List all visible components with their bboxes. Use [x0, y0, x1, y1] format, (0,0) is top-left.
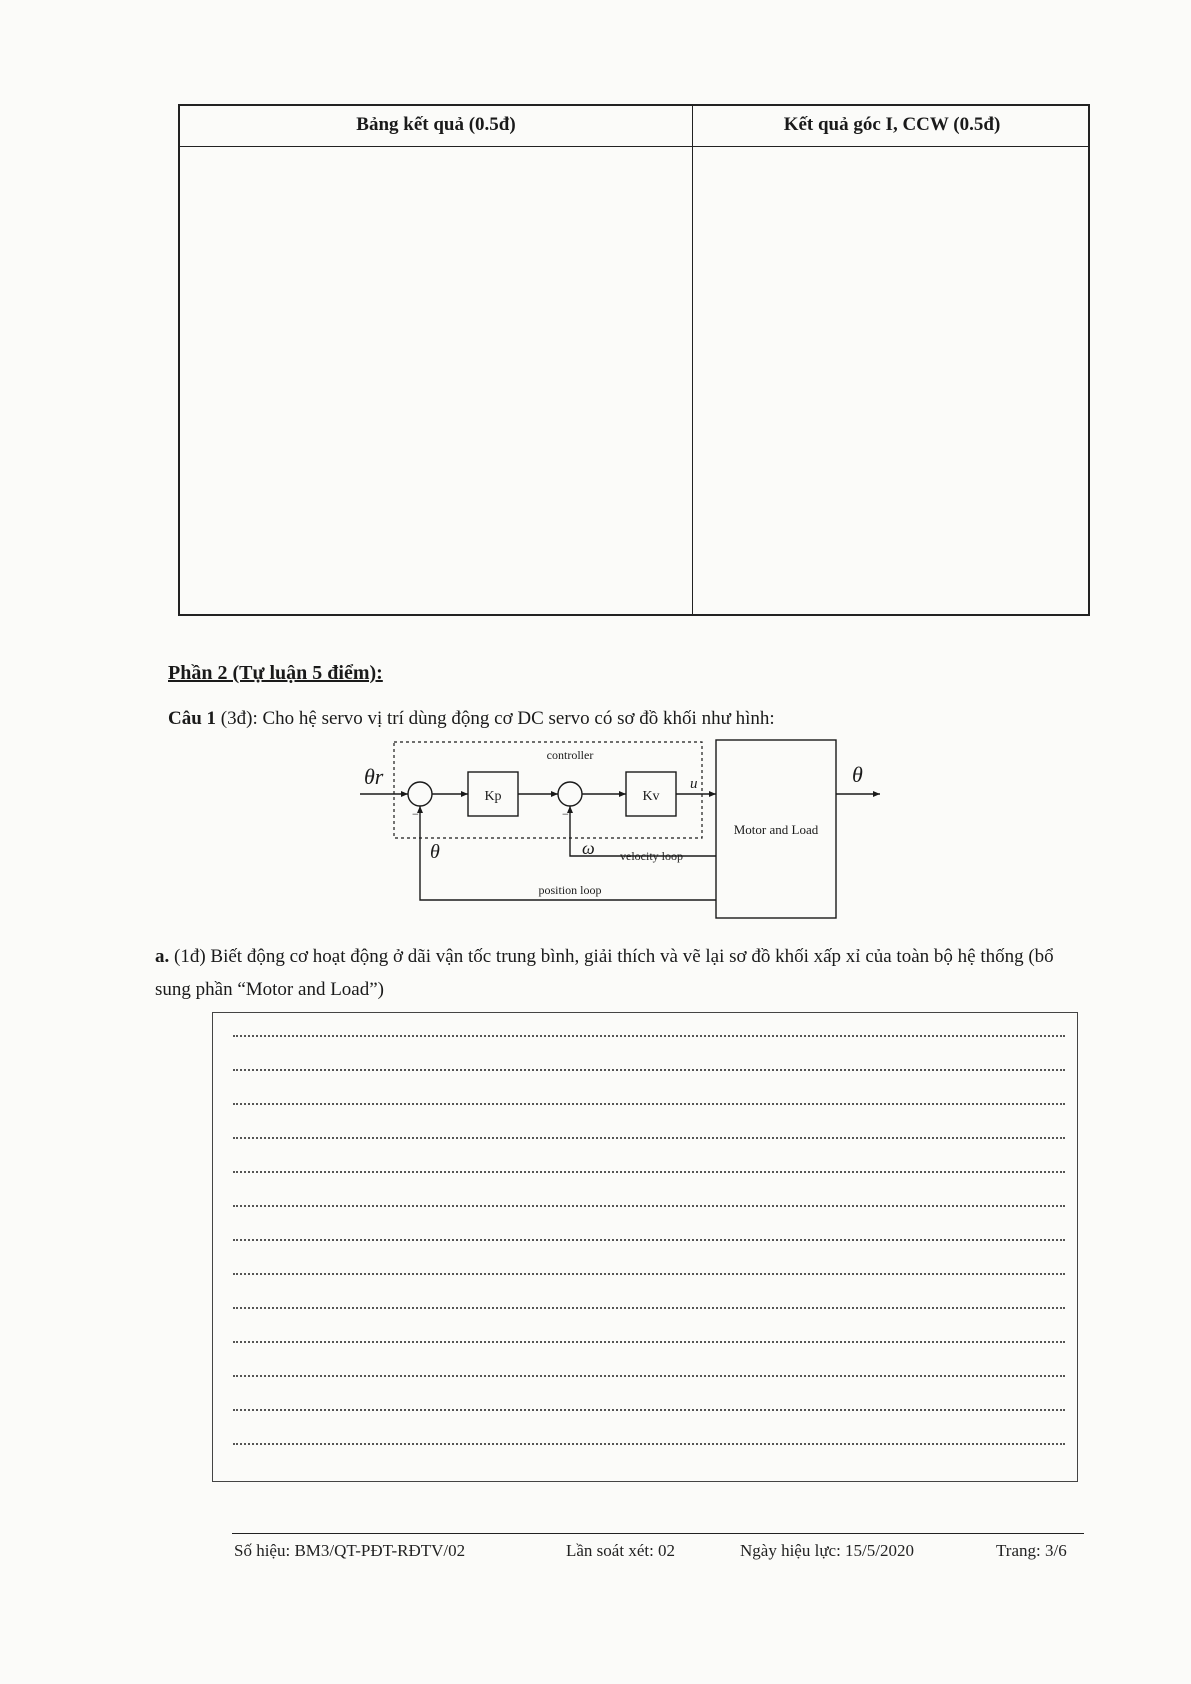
footer-code: Số hiệu: BM3/QT-PĐT-RĐTV/02	[234, 1541, 466, 1560]
block-diagram-svg	[350, 734, 890, 924]
result-table-left-header: Bảng kết quả (0.5đ)	[356, 114, 516, 135]
block-diagram	[350, 734, 890, 929]
answer-line	[233, 1205, 1065, 1207]
answer-line	[233, 1069, 1065, 1071]
motor-and-load-label: Motor and Load	[733, 822, 819, 837]
summing-junction-2	[558, 782, 582, 806]
footer-rule	[232, 1533, 1084, 1534]
answer-line	[233, 1035, 1065, 1037]
answer-line	[233, 1409, 1065, 1411]
kp-label: Kp	[484, 789, 502, 804]
answer-line	[233, 1137, 1065, 1139]
sum1-minus-sign: −	[412, 807, 419, 821]
answer-line	[233, 1443, 1065, 1445]
answer-line	[233, 1273, 1065, 1275]
result-table-column-divider	[692, 106, 693, 614]
theta-output-label: θ	[852, 762, 863, 787]
position-loop-label: position loop	[538, 883, 602, 897]
footer-page-number: Trang: 3/6	[996, 1541, 1067, 1560]
answer-box[interactable]	[212, 1012, 1078, 1482]
part-a-text: (1đ) Biết động cơ hoạt động ở dãi vận tốc trung bình, giải thích và vẽ lại sơ đồ khối xấp xỉ của toàn bộ hệ thống (bổ sung phần “Motor and Load”)	[155, 946, 1054, 1000]
answer-line	[233, 1171, 1065, 1173]
footer-revision: Lần soát xét: 02	[566, 1541, 676, 1560]
result-table-header-divider	[180, 146, 1088, 147]
kv-label: Kv	[642, 789, 660, 804]
result-table	[178, 104, 1090, 616]
theta-feedback-label: θ	[430, 841, 440, 863]
part-a-prompt	[155, 940, 1085, 1006]
summing-junction-1	[408, 782, 432, 806]
theta-ref-label: θr	[364, 764, 384, 789]
controller-label: controller	[546, 748, 594, 762]
answer-line	[233, 1239, 1065, 1241]
answer-line	[233, 1375, 1065, 1377]
answer-line	[233, 1103, 1065, 1105]
u-label: u	[690, 776, 698, 792]
omega-label: ω	[582, 838, 595, 858]
answer-line	[233, 1307, 1065, 1309]
sum2-minus-sign: −	[562, 807, 569, 821]
result-table-right-header: Kết quả góc I, CCW (0.5đ)	[783, 114, 1001, 135]
section-title: Phần 2 (Tự luận 5 điểm):	[168, 662, 383, 684]
question-1-label: Câu 1	[168, 708, 217, 729]
answer-line	[233, 1341, 1065, 1343]
velocity-loop-label: velocity loop	[620, 849, 683, 863]
footer-effective-date: Ngày hiệu lực: 15/5/2020	[740, 1541, 914, 1560]
part-a-label: a.	[155, 946, 170, 967]
question-1-text: (3đ): Cho hệ servo vị trí dùng động cơ DC servo có sơ đồ khối như hình:	[216, 708, 775, 729]
question-1	[168, 708, 775, 730]
